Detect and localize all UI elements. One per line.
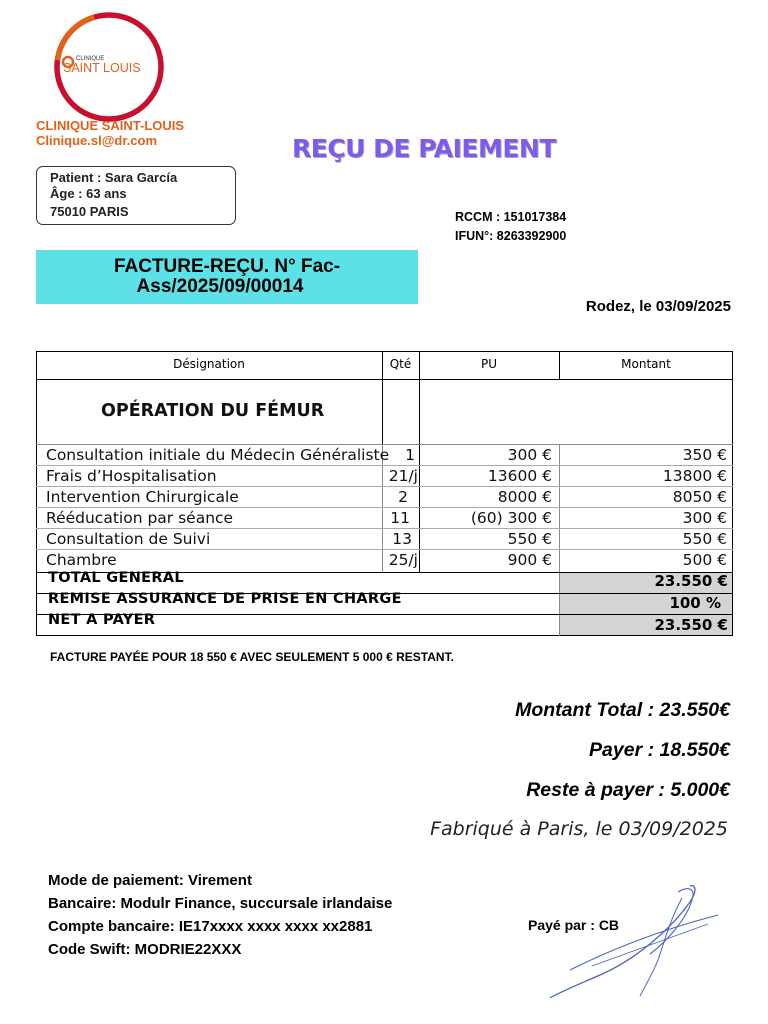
payment-mode: Mode de paiement: Virement [48,872,252,889]
page-title: REÇU DE PAIEMENT [292,134,556,163]
row1-pu: 300 € [507,446,552,464]
patient-box [36,166,236,225]
paid-by: Payé par : CB [528,917,620,933]
total-value: 23.550 € [654,572,728,590]
row5-qty: 13 [392,530,412,548]
payment-account: Compte bancaire: IE17xxxx xxxx xxxx xx2881 [48,918,373,935]
discount-label: REMISE ASSURANCE DE PRISE EN CHARGE [48,591,402,607]
row6-amount: 500 € [682,551,727,569]
payment-bank: Bancaire: Modulr Finance, succursale irlandaise [48,895,393,912]
total-label: TOTAL GENERAL [48,570,184,586]
header-amount: Montant [621,357,671,371]
net-label: NET A PAYER [48,612,156,628]
logo-line1: CLINIQUE [76,56,105,62]
clinic-name: CLINIQUE SAINT-LOUIS [36,118,185,133]
header-designation: Désignation [173,357,245,371]
row2-designation: Frais d’Hospitalisation [46,467,217,485]
clinic-email: Clinique.sl@dr.com [36,133,158,148]
payment-info [48,869,392,961]
row4-amount: 300 € [682,509,727,527]
clinic-logo [52,10,166,124]
company-ids [455,208,566,246]
row3-pu: 8000 € [497,488,552,506]
date-line: Rodez, le 03/09/2025 [585,298,731,315]
summary-total: Montant Total : 23.550€ [515,699,730,721]
invoice-number-box [36,250,418,304]
made-in: Fabriqué à Paris, le 03/09/2025 [430,818,728,840]
row1-amount: 350 € [682,446,727,464]
row3-qty: 2 [398,488,408,506]
row4-pu: (60) 300 € [470,509,552,527]
invoice-number-line1: FACTURE-REÇU. N° Fac- [113,256,341,277]
invoice-number-line2: Ass/2025/09/00014 [136,276,304,297]
row3-designation: Intervention Chirurgicale [46,488,239,506]
row2-pu: 13600 € [487,467,552,485]
patient-city: 75010 PARIS [50,204,129,219]
row4-designation: Rééducation par séance [46,509,234,527]
payment-note: FACTURE PAYÉE POUR 18 550 € AVEC SEULEMENT 5 000 € RESTANT. [50,650,454,664]
row5-pu: 550 € [507,530,552,548]
row1-qty: 1 [405,446,415,464]
invoice-table [36,351,733,636]
row4-qty: 11 [390,509,410,527]
clinic-header [36,118,184,148]
row6-designation: Chambre [46,551,117,569]
row1-designation: Consultation initiale du Médecin Généraliste [46,446,390,464]
discount-value: 100 % [669,594,721,612]
section-title: OPÉRATION DU FÉMUR [101,401,325,421]
payment-swift: Code Swift: MODRIE22XXX [48,941,242,958]
summary-paid: Payer : 18.550€ [589,739,730,761]
row2-qty: 21/j [388,467,418,485]
rccm: RCCM : 151017384 [455,210,567,224]
ifun: IFUN°: 8263392900 [455,229,567,243]
row6-qty: 25/j [388,551,418,569]
patient-age: Âge : 63 ans [50,186,127,201]
logo-line2: SAINT LOUIS [63,61,141,75]
row6-pu: 900 € [507,551,552,569]
patient-name: Patient : Sara García [50,170,178,185]
row5-designation: Consultation de Suivi [46,530,211,548]
net-value: 23.550 € [654,616,728,634]
row5-amount: 550 € [682,530,727,548]
signature [540,880,730,1000]
row3-amount: 8050 € [672,488,727,506]
header-pu: PU [480,357,498,371]
row2-amount: 13800 € [662,467,727,485]
summary-remaining: Reste à payer : 5.000€ [526,779,730,801]
header-qty: Qté [389,357,412,371]
